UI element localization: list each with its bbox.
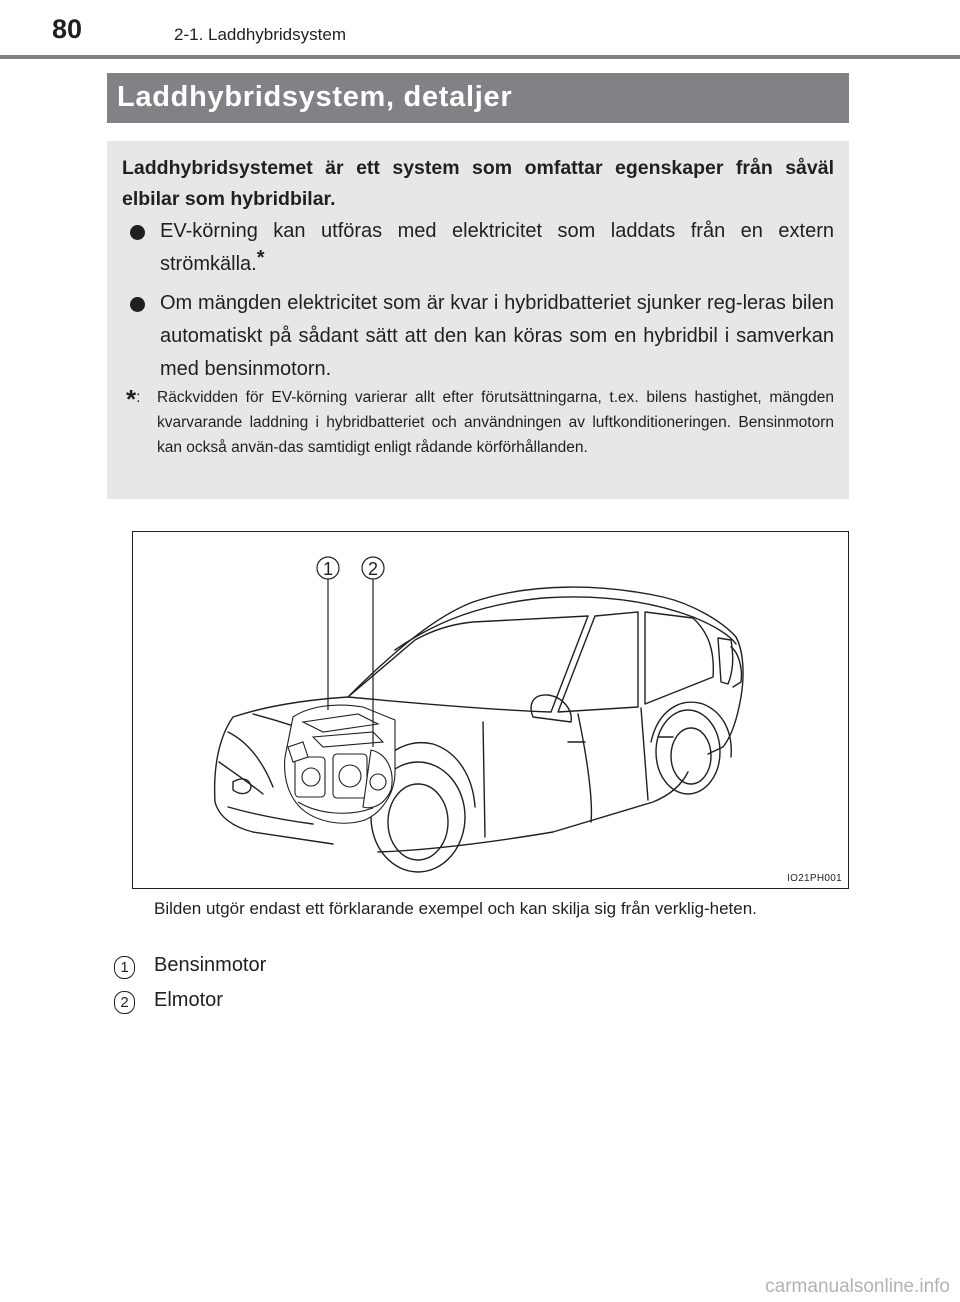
legend-number-badge: 2 xyxy=(114,991,135,1014)
bullet-dot-icon xyxy=(130,297,145,312)
legend-label: Elmotor xyxy=(154,989,223,1011)
summary-box xyxy=(107,141,849,499)
callout-1-label: 1 xyxy=(322,559,334,579)
bullet-text: Om mängden elektricitet som är kvar i hybridbatteriet sjunker reg-leras bilen automatiskt på sådant sätt att den kan köras som en hybridbil i samverkan med bensinmotorn. xyxy=(160,292,834,380)
watermark: carmanualsonline.info xyxy=(765,1276,950,1297)
vehicle-illustration xyxy=(132,531,849,889)
section-title: Laddhybridsystem, detaljer xyxy=(117,81,513,113)
bullet-list xyxy=(122,215,834,392)
legend-number-badge: 1 xyxy=(114,956,135,979)
footnote-marker: *: xyxy=(126,384,141,414)
footnote-text: Räckvidden för EV-körning varierar allt efter förutsättningarna, t.ex. bilens hastighet, mängden kvarvarande laddning i hybridbatteriet och användningen av luftkonditioneringen. Bensinmotorn kan också använ-das samtidigt enligt rådande körförhållanden. xyxy=(157,389,834,456)
bullet-dot-icon xyxy=(130,225,145,240)
figure-caption: Bilden utgör endast ett förklarande exempel och kan skilja sig från verklig-heten. xyxy=(154,899,757,918)
callout-2-label: 2 xyxy=(367,559,379,579)
bullet-text: EV-körning kan utföras med elektricitet som laddats från en extern strömkälla. xyxy=(160,220,834,275)
car-drawing xyxy=(133,532,848,888)
footnote-reference: * xyxy=(256,247,265,269)
page-number: 80 xyxy=(52,14,83,44)
figure-code: IO21PH001 xyxy=(787,873,842,884)
section-title-bar xyxy=(107,73,849,123)
intro-text: Laddhybridsystemet är ett system som omfattar egenskaper från såväl elbilar som hybridbilar. xyxy=(122,157,834,210)
bullet-item xyxy=(122,215,834,281)
legend-label: Bensinmotor xyxy=(154,954,267,976)
running-head: 2-1. Laddhybridsystem xyxy=(174,25,346,44)
footnote xyxy=(122,385,834,460)
bullet-item xyxy=(122,287,834,386)
header-rule xyxy=(0,55,960,59)
